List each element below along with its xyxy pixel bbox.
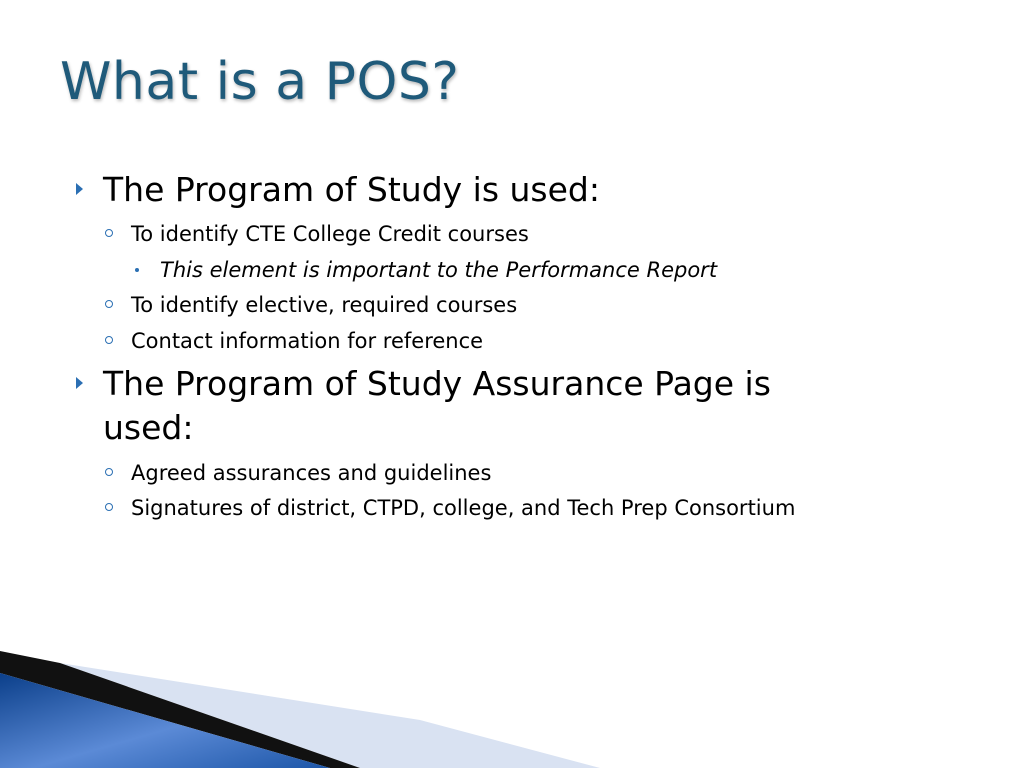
- sub-bullet-text: Agreed assurances and guidelines: [131, 461, 492, 485]
- bullet-text-line1: The Program of Study Assurance Page is: [103, 364, 771, 403]
- bullet-text: The Program of Study is used:: [103, 170, 600, 209]
- bullet-text-line2: used:: [103, 408, 194, 447]
- sub-bullet-text: To identify elective, required courses: [131, 293, 518, 317]
- slide-title: What is a POS?: [60, 52, 460, 112]
- sub-bullet-text: To identify CTE College Credit courses: [131, 222, 529, 246]
- sub-sub-bullet-text: This element is important to the Performance Report: [160, 258, 718, 282]
- sub-bullet-text: Contact information for reference: [131, 329, 484, 353]
- sub-bullet-text: Signatures of district, CTPD, college, and Tech Prep Consortium: [131, 496, 796, 520]
